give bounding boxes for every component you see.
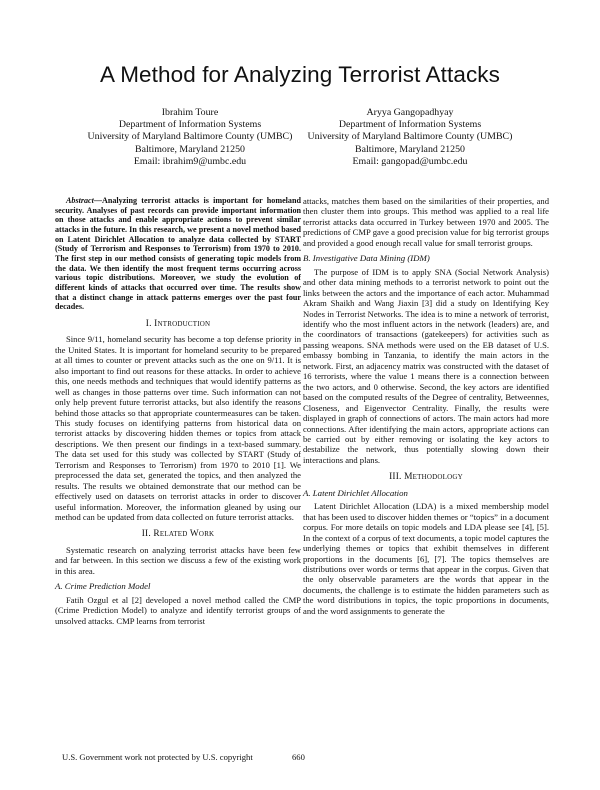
author-dept: Department of Information Systems [118, 119, 262, 131]
author-dept: Department of Information Systems [338, 119, 482, 131]
author-city: Baltimore, Maryland 21250 [355, 143, 465, 155]
paper-title: A Method for Analyzing Terrorist Attacks [99, 62, 501, 87]
copyright-notice: U.S. Government work not protected by U.S. copyright [62, 752, 253, 762]
abstract [55, 196, 301, 312]
abstract-label: Abstract [66, 196, 94, 205]
author-block-2 [275, 107, 545, 168]
author-univ: University of Maryland Baltimore County (UMBC) [307, 131, 513, 143]
intro-paragraph: Since 9/11, homeland security has become a top defense priority in the United States. It is important for homeland security to be prepared at all times to counter or prevent attacks such as the one on 9/11. It is also important to find out reasons for these attacks. In order to achieve this, one needs methods and techniques that would identify patterns as well as changes in those patterns over time. Such information can not only help prevent future terrorist attacks, but also identify the reasons behind those attacks so that appropriate countermeasures can be taken. This study focuses on identifying patterns from historical data on terrorist attacks by discovering hidden themes or topics from attack descriptions. We then present our findings in a text-based summary. The data set used for this study was collected by START (Study of Terrorism and Responses to Terrorism) from 1970 to 2010 [1]. We preprocessed the data set, generated the topics, and then analyzed the results. The results we obtained demonstrate that our method can be effectively used on datasets on terrorist attacks in order to discover useful information. Moreover, the information gleaned by using our method can be updated from data collected on future terrorist attacks. [55, 334, 301, 523]
author-email: Email: gangopad@umbc.edu [352, 155, 468, 167]
left-column [55, 196, 301, 626]
crime-prediction-continued: attacks, matches them based on the similarities of their properties, and then cluster them into groups. This method was applied to a real life terrorist attacks data occurred in Turkey between 1970 and 2005. The predictions of CMP gave a good precision value for big terrorist groups and provided a good enough recall value for small terrorist groups. [303, 196, 549, 248]
page-number: 660 [292, 752, 305, 762]
related-work-paragraph: Systematic research on analyzing terrorist attacks have been few and far between. In this section we discuss a few of the existing work in this area. [55, 544, 301, 576]
subsection-heading-lda: A. Latent Dirichlet Allocation [303, 487, 408, 498]
section-heading-introduction: I. Introduction [145, 318, 211, 329]
idm-paragraph: The purpose of IDM is to apply SNA (Social Network Analysis) and other data mining methods to a terrorist network to point out the links between the actors and the importance of each actor. Muhammad Akram Shaikh and Wang Jiaxin [3] did a study on Identifying Key Nodes in Terrorist Networks. The idea is to mine a network of terrorist, identify who the most influent actors in the network (leaders) are, and the coordinators of transactions (gatekeepers) for activities such as passing weapons. SNA methods were used on the EB dataset of U.S. embassy bombing in Tanzania, to identify the main actors in the network. First, an adjacency matrix was constructed with the dataset of 16 terrorists, where the value 1 means there is a connection between the two actors, and 0 otherwise. Second, the key actors are identified based on the computed results of the Degree of centrality, Betweennes, Closeness, and Eigenvector Centrality. Finally, the results were displayed in graph of connections of actors. The main actors had more connections. After identifying the main actors, appropriate actions can be carried out by either removing or isolating the key actors to destabilize the network, thus potentially slowing down their interactions and plans. [303, 266, 549, 465]
author-name: Aryya Gangopadhyay [366, 107, 454, 118]
author-univ: University of Maryland Baltimore County (UMBC) [87, 131, 293, 143]
subsection-heading-crime-prediction: A. Crime Prediction Model [55, 581, 151, 592]
right-column [303, 196, 549, 616]
author-email: Email: ibrahim9@umbc.edu [133, 155, 247, 167]
author-name: Ibrahim Toure [161, 107, 219, 118]
crime-prediction-paragraph: Fatih Ozgul et al [2] developed a novel method called the CMP (Crime Prediction Model) to analyze and identify terrorist groups of unsolved attacks. CMP learns from terrorist [55, 594, 301, 626]
section-heading-related-work: II. Related Work [141, 529, 215, 540]
author-city: Baltimore, Maryland 21250 [135, 143, 245, 155]
section-heading-methodology: III. Methodology [389, 472, 463, 483]
abstract-text: —Analyzing terrorist attacks is important for homeland security. Analyses of past records can provide important information on those attacks and enable appropriate actions to prevent similar attacks in the future. In this research, we present a novel method based on Latent Dirichlet Allocation to analyze data collected by START (Study of Terrorism and Responses to Terrorism) from 1970 to 2010. The first step in our method consists of generating topic models from the data. We then identify the most frequent terms occurring across various topic distributions. Moreover, we study the evolution of different kinds of attacks that occurred over time. The results show that a distinct change in attack patterns emerges over the past four decades. [55, 196, 301, 312]
lda-paragraph: Latent Dirichlet Allocation (LDA) is a mixed membership model that has been used to discover hidden themes or “topics” in a document corpus. For more details on topic models and LDA please see [4], [5]. In the context of a corpus of text documents, a topic model captures the underlying themes or topics that exhibit themselves in different proportions in the documents [6], [7]. The topics themselves are distributions over words or terms that appear in the corpus. Given that the only observable parameters are the words that appear in the documents, the challenge is to estimate the hidden parameters such as the word distributions in topics, the topic proportions in documents, and the word assignments to generate the [303, 501, 549, 616]
subsection-heading-idm: B. Investigative Data Mining (IDM) [303, 253, 430, 264]
